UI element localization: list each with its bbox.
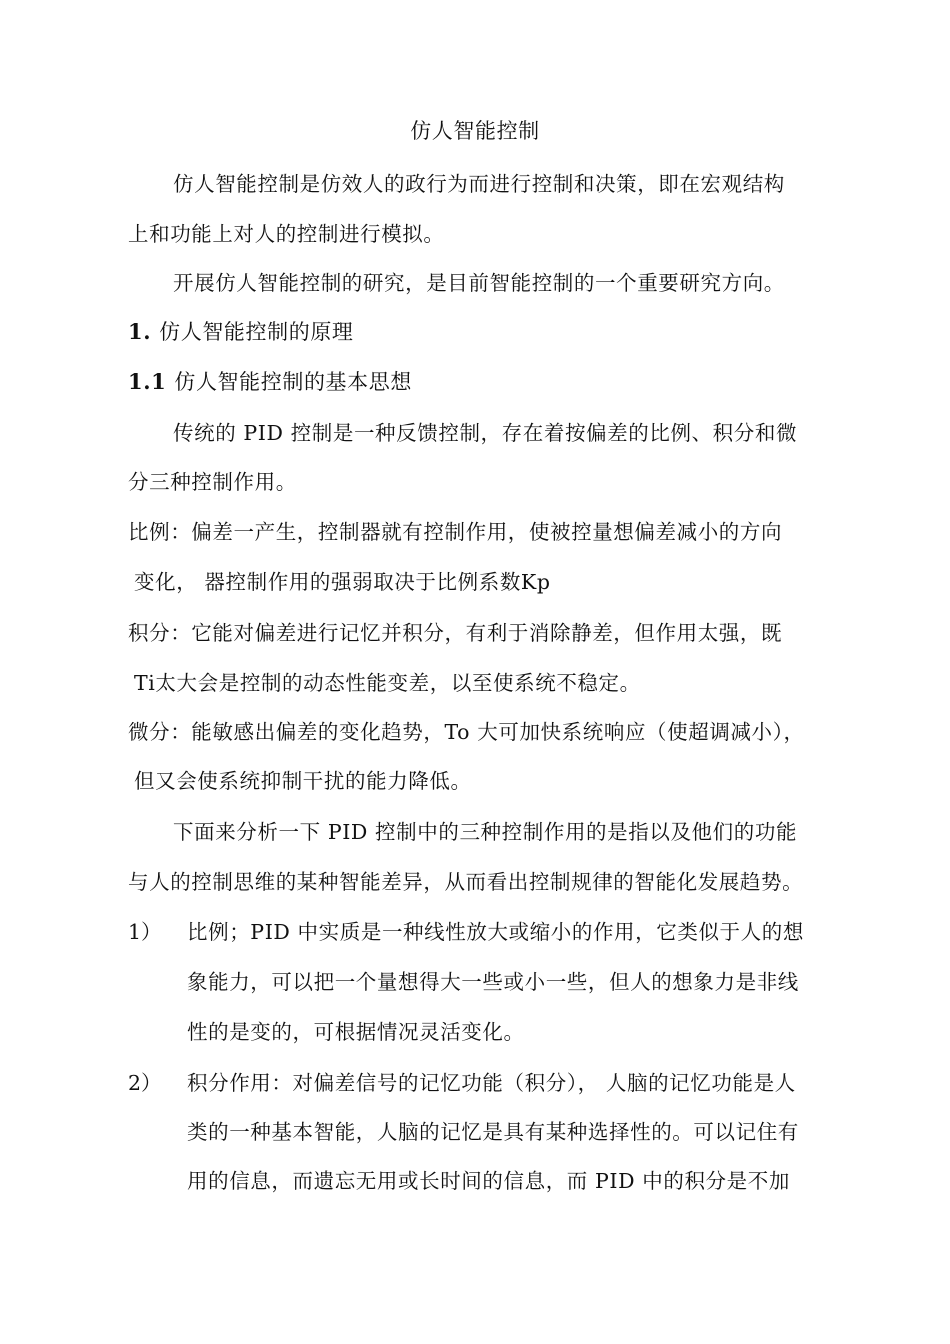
subsection-heading <box>128 367 828 397</box>
list-item-line: 象能力，可以把一个量想得大一些或小一些，但人的想象力是非线 <box>187 970 799 994</box>
paragraph-line: 微分：能敏感出偏差的变化趋势，To 大可加快系统响应（使超调减小）， <box>128 720 805 744</box>
list-item-line: 积分作用：对偏差信号的记忆功能（积分）， 人脑的记忆功能是人 <box>187 1071 796 1095</box>
paragraph-line: 积分：它能对偏差进行记忆并积分，有利于消除静差，但作用太强，既 <box>128 621 783 645</box>
section-title: 仿人智能控制的原理 <box>159 320 354 344</box>
section-number: 1. <box>128 319 152 344</box>
paragraph-line: 比例：偏差一产生，控制器就有控制作用，使被控量想偏差减小的方向 <box>128 520 783 544</box>
list-item-line: 性的是变的，可根据情况灵活变化。 <box>187 1020 525 1044</box>
paragraph-line: 变化， 器控制作用的强弱取决于比例系数Kp <box>134 570 551 594</box>
list-number: 2） <box>128 1071 162 1095</box>
document-title: 仿人智能控制 <box>410 119 540 143</box>
subsection-number: 1.1 <box>128 369 167 394</box>
list-item-line: 用的信息，而遗忘无用或长时间的信息，而 PID 中的积分是不加 <box>187 1169 790 1193</box>
list-item-line: 比例；PID 中实质是一种线性放大或缩小的作用，它类似于人的想 <box>187 920 804 944</box>
paragraph-line: 仿人智能控制是仿效人的政行为而进行控制和决策，即在宏观结构 <box>173 172 785 196</box>
paragraph-line: 传统的 PID 控制是一种反馈控制，存在着按偏差的比例、积分和微 <box>173 421 798 445</box>
paragraph-line: 与人的控制思维的某种智能差异，从而看出控制规律的智能化发展趋势。 <box>128 870 804 894</box>
subsection-title: 仿人智能控制的基本思想 <box>174 370 412 394</box>
paragraph-line: 但又会使系统抑制干扰的能力降低。 <box>134 769 472 793</box>
paragraph-line: 开展仿人智能控制的研究，是目前智能控制的一个重要研究方向。 <box>173 271 785 295</box>
paragraph-line: 上和功能上对人的控制进行模拟。 <box>128 222 445 246</box>
paragraph-line: 分三种控制作用。 <box>128 470 297 494</box>
list-item-line: 类的一种基本智能，人脑的记忆是具有某种选择性的。可以记住有 <box>187 1120 799 1144</box>
paragraph-line: Ti太大会是控制的动态性能变差，以至使系统不稳定。 <box>134 671 641 695</box>
paragraph-line: 下面来分析一下 PID 控制中的三种控制作用的是指以及他们的功能 <box>173 820 798 844</box>
section-heading <box>128 317 828 347</box>
list-number: 1） <box>128 920 162 944</box>
